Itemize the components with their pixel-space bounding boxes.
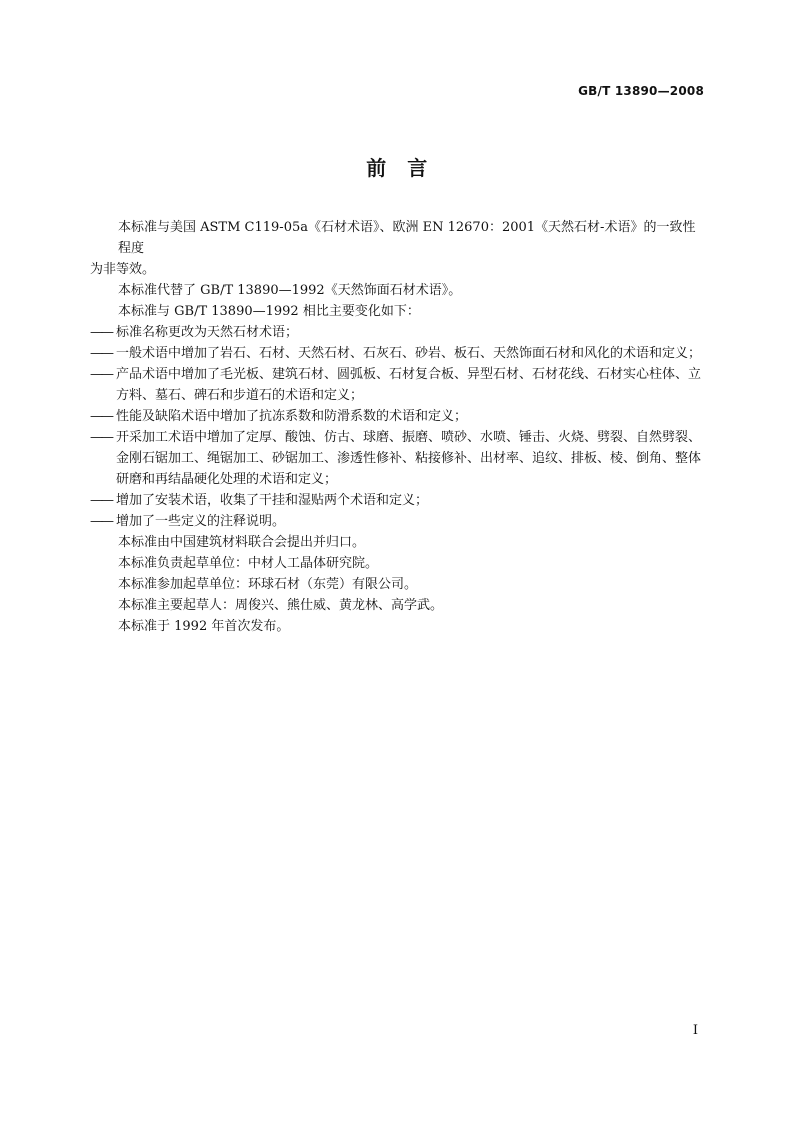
paragraph-consistency-line2: 为非等效。: [90, 262, 156, 277]
list-item: [90, 511, 708, 532]
page-number: I: [692, 1023, 698, 1038]
list-dash: ——: [90, 430, 112, 445]
list-dash: ——: [90, 409, 112, 424]
paragraph-replaces: 本标准代替了 GB/T 13890—1992《天然饰面石材术语》。: [118, 283, 462, 298]
list-item: [90, 427, 708, 490]
foreword-body: [90, 217, 708, 637]
list-item-text: 增加了安装术语，收集了干挂和湿贴两个术语和定义；: [116, 493, 429, 508]
paragraph-proposer: 本标准由中国建筑材料联合会提出并归口。: [118, 535, 366, 550]
list-item: [90, 406, 708, 427]
paragraph-drafters: 本标准主要起草人：周俊兴、熊仕威、黄龙林、高学武。: [118, 598, 444, 613]
list-dash: ——: [90, 367, 112, 382]
paragraph-first-release: 本标准于 1992 年首次发布。: [118, 619, 290, 634]
list-item-text: 标准名称更改为天然石材术语；: [116, 325, 299, 340]
list-item-text: 一般术语中增加了岩石、石材、天然石材、石灰石、砂岩、板石、天然饰面石材和风化的术语和定义；: [116, 346, 702, 361]
list-dash: ——: [90, 514, 112, 529]
standard-number: GB/T 13890—2008: [578, 84, 704, 98]
paragraph-drafting-unit: 本标准负责起草单位：中材人工晶体研究院。: [118, 556, 379, 571]
list-item: [90, 364, 708, 406]
paragraph-consistency-line1: 本标准与美国 ASTM C119-05a《石材术语》、欧洲 EN 12670：2001《天然石材-术语》的一致性程度: [118, 220, 696, 256]
paragraph-participating-unit: 本标准参加起草单位：环球石材（东莞）有限公司。: [118, 577, 418, 592]
changes-list: [90, 322, 708, 532]
list-item-text: 产品术语中增加了毛光板、建筑石材、圆弧板、石材复合板、异型石材、石材花线、石材实心柱体、立方料、墓石、碑石和步道石的术语和定义；: [116, 367, 702, 403]
list-dash: ——: [90, 325, 112, 340]
paragraph-changes-intro: 本标准与 GB/T 13890—1992 相比主要变化如下：: [118, 304, 420, 319]
page-title: 前 言: [366, 156, 428, 180]
list-item: [90, 490, 708, 511]
list-item: [90, 322, 708, 343]
list-item-text: 性能及缺陷术语中增加了抗冻系数和防滑系数的术语和定义；: [116, 409, 468, 424]
list-item-text: 增加了一些定义的注释说明。: [116, 514, 286, 529]
list-dash: ——: [90, 493, 112, 508]
list-item: [90, 343, 708, 364]
list-dash: ——: [90, 346, 112, 361]
list-item-text: 开采加工术语中增加了定厚、酸蚀、仿古、球磨、振磨、喷砂、水喷、锤击、火烧、劈裂、自然劈裂、金刚石锯加工、绳锯加工、砂锯加工、渗透性修补、粘接修补、出材率、追纹、排板、棱、倒角、整体研磨和再结晶硬化处理的术语和定义；: [116, 430, 702, 487]
